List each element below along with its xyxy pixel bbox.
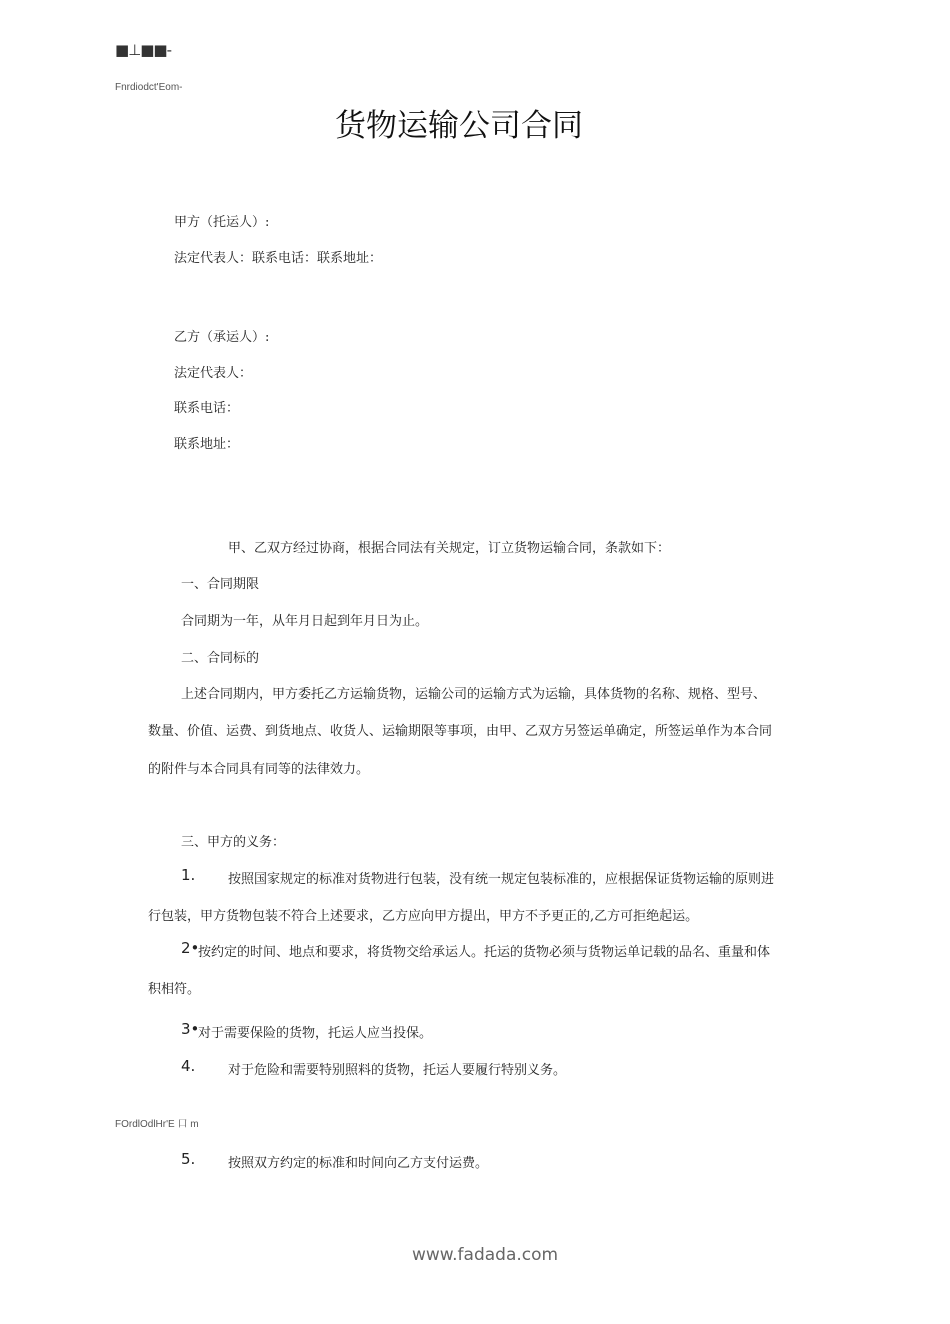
section2-line2: 数量、价值、运费、到货地点、收货人、运输期限等事项，由甲、乙双方另签运单确定，所签运单作为本合同 <box>148 724 773 739</box>
section1-text: 合同期为一年，从年月日起到年月日为止。 <box>181 614 429 629</box>
section2-heading: 二、合同标的 <box>181 651 260 666</box>
item1-line1: 按照国家规定的标准对货物进行包装，没有统一规定包装标准的，应根据保证货物运输的原则进 <box>228 872 775 887</box>
party-a-heading: 甲方（托运人）: <box>174 215 270 230</box>
contract-intro: 甲、乙双方经过协商，根据合同法有关规定，订立货物运输合同，条款如下： <box>228 541 671 556</box>
party-b-heading: 乙方（承运人）: <box>174 330 270 345</box>
item2-number: 2• <box>181 939 200 957</box>
item4-number: 4. <box>181 1057 196 1075</box>
party-a-details: 法定代表人：联系电话：联系地址： <box>174 251 383 266</box>
item1-line2: 行包装，甲方货物包装不符合上述要求，乙方应向甲方提出，甲方不予更正的,乙方可拒绝起运。 <box>148 909 699 924</box>
item3-number: 3• <box>181 1020 200 1038</box>
document-title: 货物运输公司合同 <box>335 108 583 144</box>
party-b-address: 联系地址： <box>174 437 240 452</box>
fadada-watermark: www.fadada.com <box>412 1245 559 1265</box>
header-subtitle: Fnrdiodct'Eom- <box>115 82 183 93</box>
item5-number: 5. <box>181 1150 196 1168</box>
item1-number: 1. <box>181 866 196 884</box>
section1-heading: 一、合同期限 <box>181 577 260 592</box>
section3-heading: 三、甲方的义务： <box>181 835 286 850</box>
item4-line1: 对于危险和需要特别照料的货物，托运人要履行特别义务。 <box>228 1063 567 1078</box>
header-logo-mark: ■⊥■■- <box>115 41 171 59</box>
party-b-phone: 联系电话： <box>174 401 240 416</box>
item3-line1: 对于需要保险的货物，托运人应当投保。 <box>198 1026 433 1041</box>
party-b-representative: 法定代表人： <box>174 366 253 381</box>
item5-line1: 按照双方约定的标准和时间向乙方支付运费。 <box>228 1156 489 1171</box>
section2-line1: 上述合同期内，甲方委托乙方运输货物，运输公司的运输方式为运输，具体货物的名称、规格、型号、 <box>181 687 767 702</box>
section2-line3: 的附件与本合同具有同等的法律效力。 <box>148 762 370 777</box>
item2-line1: 按约定的时间、地点和要求，将货物交给承运人。托运的货物必须与货物运单记载的品名、重量和体 <box>198 945 771 960</box>
item2-line2: 积相符。 <box>148 982 201 997</box>
footer-mark: FOrdlOdlHr'E 口 m <box>115 1119 199 1130</box>
